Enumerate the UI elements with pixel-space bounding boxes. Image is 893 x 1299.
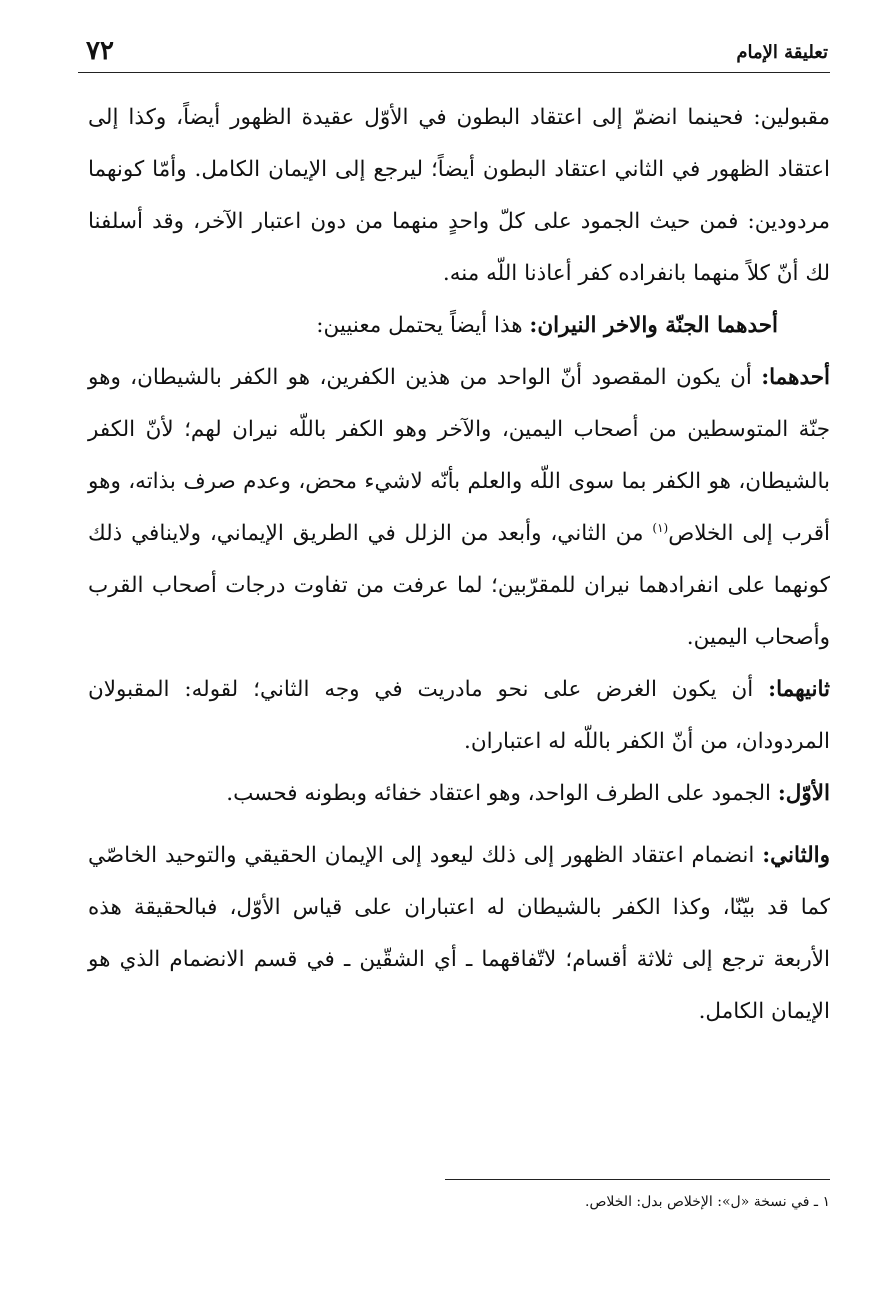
paragraph-5-text: الجمود على الطرف الواحد، وهو اعتقاد خفائه وبطونه فحسب. — [226, 781, 778, 806]
paragraph-3-text-a: أن يكون المقصود أنّ الواحد من هذين الكفرين، هو الكفر بالشيطان، وهو جنّة المتوسطين من أصحاب اليمين، والآخر وهو الكفر باللّه نيران لهم؛ لأنّ الكفر بالشيطان، هو الكفر بما سوى اللّه والعلم بأنّه لاشيء محض، وعدم صرف بذاته، وهو أقرب إلى الخلاص — [88, 365, 830, 546]
paragraph-6-text: انضمام اعتقاد الظهور إلى ذلك ليعود إلى الإيمان الحقيقي والتوحيد الخاصّي كما قد بيّنّا، وكذا الكفر بالشيطان له اعتباران على قياس الأوّل، فبالحقيقة هذه الأربعة ترجع إلى ثلاثة أقسام؛ لاتّفاقهما ـ أي الشقّين ـ في قسم الانضمام الذي هو الإيمان الكامل. — [88, 843, 830, 1024]
paragraph-2-text: هذا أيضاً يحتمل معنيين: — [316, 313, 530, 338]
paragraph-4 — [88, 664, 830, 768]
paragraph-3-lead: أحدهما: — [761, 365, 830, 390]
footnote-reference: (١) — [652, 520, 669, 535]
running-header — [78, 32, 830, 73]
paragraph-4-text: أن يكون الغرض على نحو مادريت في وجه الثاني؛ لقوله: المقبولان المردودان، من أنّ الكفر باللّه له اعتباران. — [88, 677, 830, 754]
paragraph-6-lead: والثاني: — [762, 843, 830, 868]
paragraph-5 — [88, 768, 830, 820]
paragraph-3 — [88, 352, 830, 664]
footnote: ١ ـ في نسخة «ل»: الإخلاص بدل: الخلاص. — [585, 1194, 830, 1210]
paragraph-6 — [88, 830, 830, 1038]
paragraph-2-lead: أحدهما الجنّة والاخر النيران: — [529, 313, 778, 338]
paragraph-5-lead: الأوّل: — [777, 781, 830, 806]
footnote-divider — [445, 1179, 830, 1180]
header-title: تعليقة الإمام — [736, 42, 828, 63]
body-text — [88, 92, 830, 1038]
paragraph-1-text: مقبولين: فحينما انضمّ إلى اعتقاد البطون في الأوّل عقيدة الظهور أيضاً، وكذا إلى اعتقاد الظهور في الثاني اعتقاد البطون أيضاً؛ ليرجع إلى الإيمان الكامل. وأمّا كونهما مردودين: فمن حيث الجمود على كلّ واحدٍ منهما من دون اعتبار الآخر، وقد أسلفنا لك أنّ كلاً منهما بانفراده كفر أعاذنا اللّه منه. — [88, 105, 830, 286]
paragraph-1 — [88, 92, 830, 300]
paragraph-3-text-b: من الثاني، وأبعد من الزلل في الطريق الإيماني، ولاينافي ذلك كونهما على انفرادهما نيران للمقرّبين؛ لما عرفت من تفاوت درجات أصحاب القرب وأصحاب اليمين. — [88, 521, 830, 650]
paragraph-2 — [88, 300, 830, 352]
page-number: ٧٢ — [86, 36, 114, 66]
paragraph-4-lead: ثانيهما: — [768, 677, 830, 702]
